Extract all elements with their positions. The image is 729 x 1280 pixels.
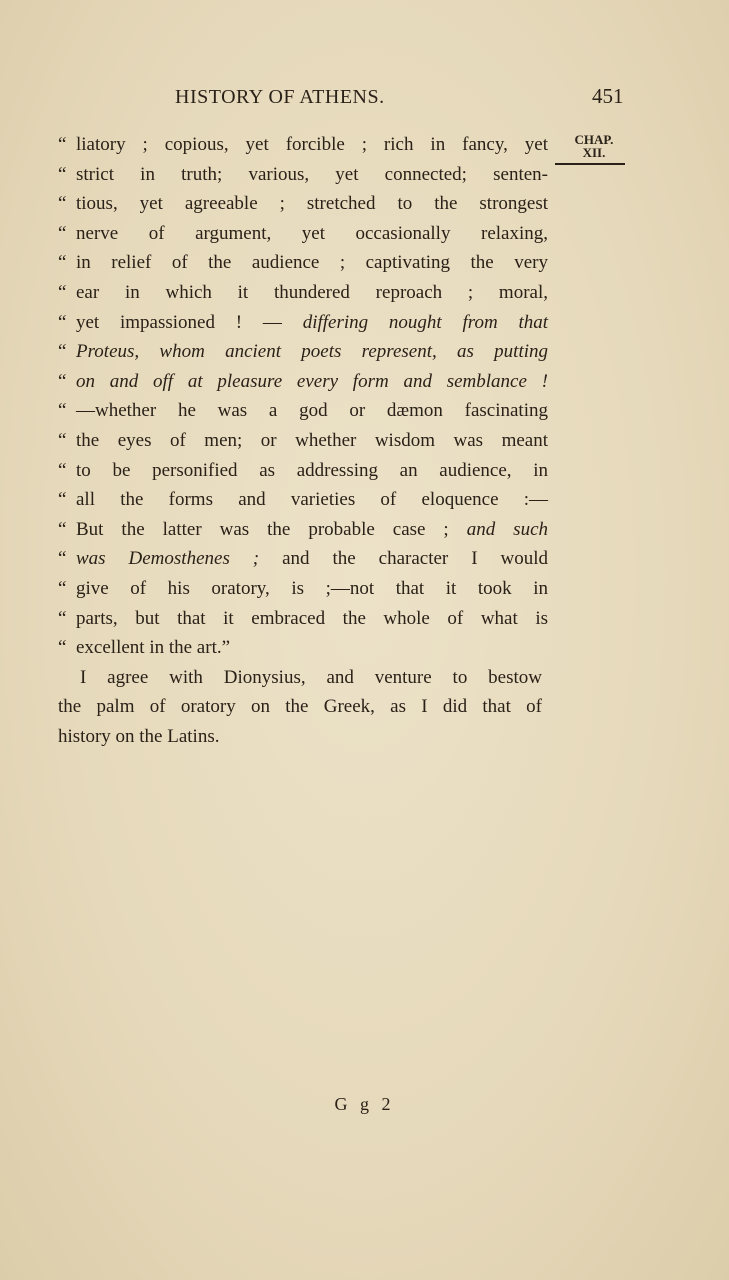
body-text <box>58 130 548 751</box>
line-text <box>76 248 548 278</box>
quote-mark: “ <box>58 222 67 244</box>
line-text <box>58 722 542 752</box>
quote-mark: “ <box>58 577 67 599</box>
quote-mark: “ <box>58 311 67 333</box>
text-run: But the latter was the probable case ; <box>76 518 467 540</box>
page-number: 451 <box>592 84 624 108</box>
line-text <box>76 130 548 160</box>
text-run: yet impassioned ! — <box>76 311 303 333</box>
text-run: give of his oratory, is ;—not that it took in <box>76 577 548 599</box>
quote-mark: “ <box>58 163 67 185</box>
line-text <box>76 337 548 367</box>
quote-mark: “ <box>58 489 67 511</box>
text-run: the eyes of men; or whether wisdom was meant <box>76 429 548 451</box>
text-run: in relief of the audience ; captivating the very <box>76 252 548 274</box>
text-line <box>58 485 548 515</box>
text-line <box>58 160 548 190</box>
text-run: nerve of argument, yet occasionally relaxing, <box>76 222 548 244</box>
text-line <box>58 604 548 634</box>
text-line <box>58 544 548 574</box>
line-text <box>76 515 548 545</box>
line-text <box>76 456 548 486</box>
text-run: history on the Latins. <box>58 725 220 747</box>
signature-mark: G g 2 <box>334 1094 395 1114</box>
text-line <box>58 722 548 752</box>
chapter-rule <box>555 163 625 165</box>
text-run: the palm of oratory on the Greek, as I did that of <box>58 696 542 718</box>
text-line <box>58 633 548 663</box>
line-text <box>76 219 548 249</box>
line-text <box>76 367 548 397</box>
text-line <box>58 337 548 367</box>
text-line <box>58 130 548 160</box>
text-run: strict in truth; various, yet connected; senten- <box>76 163 548 185</box>
quote-mark: “ <box>58 252 67 274</box>
quote-mark: “ <box>58 429 67 451</box>
text-run: excellent in the art.” <box>76 637 231 659</box>
quote-mark: “ <box>58 400 67 422</box>
line-text <box>76 189 548 219</box>
line-text <box>76 574 548 604</box>
italic-text: on and off at pleasure every form and semblance ! <box>76 370 548 392</box>
chapter-number: XII. <box>582 145 606 160</box>
quote-mark: “ <box>58 281 67 303</box>
text-run: to be personified as addressing an audience, in <box>76 459 548 481</box>
quote-mark: “ <box>58 370 67 392</box>
text-run: tious, yet agreeable ; stretched to the strongest <box>76 193 548 215</box>
text-run: ear in which it thundered reproach ; moral, <box>76 281 548 303</box>
text-run: liatory ; copious, yet forcible ; rich in fancy, yet <box>76 134 548 155</box>
text-line <box>58 278 548 308</box>
italic-text: was Demosthenes ; <box>76 548 260 570</box>
line-text <box>76 308 548 338</box>
text-line <box>58 248 548 278</box>
quote-mark: “ <box>58 134 67 155</box>
quote-mark: “ <box>58 518 67 540</box>
quote-mark: “ <box>58 548 67 570</box>
line-text <box>76 485 548 515</box>
line-text <box>58 663 542 693</box>
quote-mark: “ <box>58 193 67 215</box>
quote-mark: “ <box>58 637 67 659</box>
line-text <box>76 426 548 456</box>
text-line <box>58 663 548 693</box>
text-line <box>58 308 548 338</box>
text-line <box>58 426 548 456</box>
line-text <box>76 278 548 308</box>
chapter-margin-note <box>565 133 623 165</box>
text-run: and the character I would <box>259 548 548 570</box>
text-line <box>58 692 548 722</box>
text-line <box>58 219 548 249</box>
text-line <box>58 367 548 397</box>
line-text <box>58 692 542 722</box>
italic-text: Proteus, whom ancient poets represent, as putting <box>76 341 548 363</box>
line-text <box>76 160 548 190</box>
text-run: all the forms and varieties of eloquence :— <box>76 489 548 511</box>
text-run: I agree with Dionysius, and venture to bestow <box>80 666 542 688</box>
text-line <box>58 574 548 604</box>
text-run: —whether he was a god or dæmon fascinating <box>76 400 548 422</box>
text-line <box>58 456 548 486</box>
text-line <box>58 396 548 426</box>
italic-text: and such <box>466 518 549 540</box>
quote-mark: “ <box>58 607 67 629</box>
italic-text: differing nought from that <box>302 311 549 333</box>
chapter-label: CHAP. <box>574 132 614 147</box>
text-line <box>58 189 548 219</box>
line-text <box>76 604 548 634</box>
quote-mark: “ <box>58 459 67 481</box>
line-text <box>76 633 548 663</box>
text-run: parts, but that it embraced the whole of what is <box>76 607 548 629</box>
running-title: HISTORY OF ATHENS. <box>175 86 385 108</box>
quote-mark: “ <box>58 341 67 363</box>
line-text <box>76 396 548 426</box>
text-line <box>58 515 548 545</box>
line-text <box>76 544 548 574</box>
running-head <box>0 86 729 116</box>
